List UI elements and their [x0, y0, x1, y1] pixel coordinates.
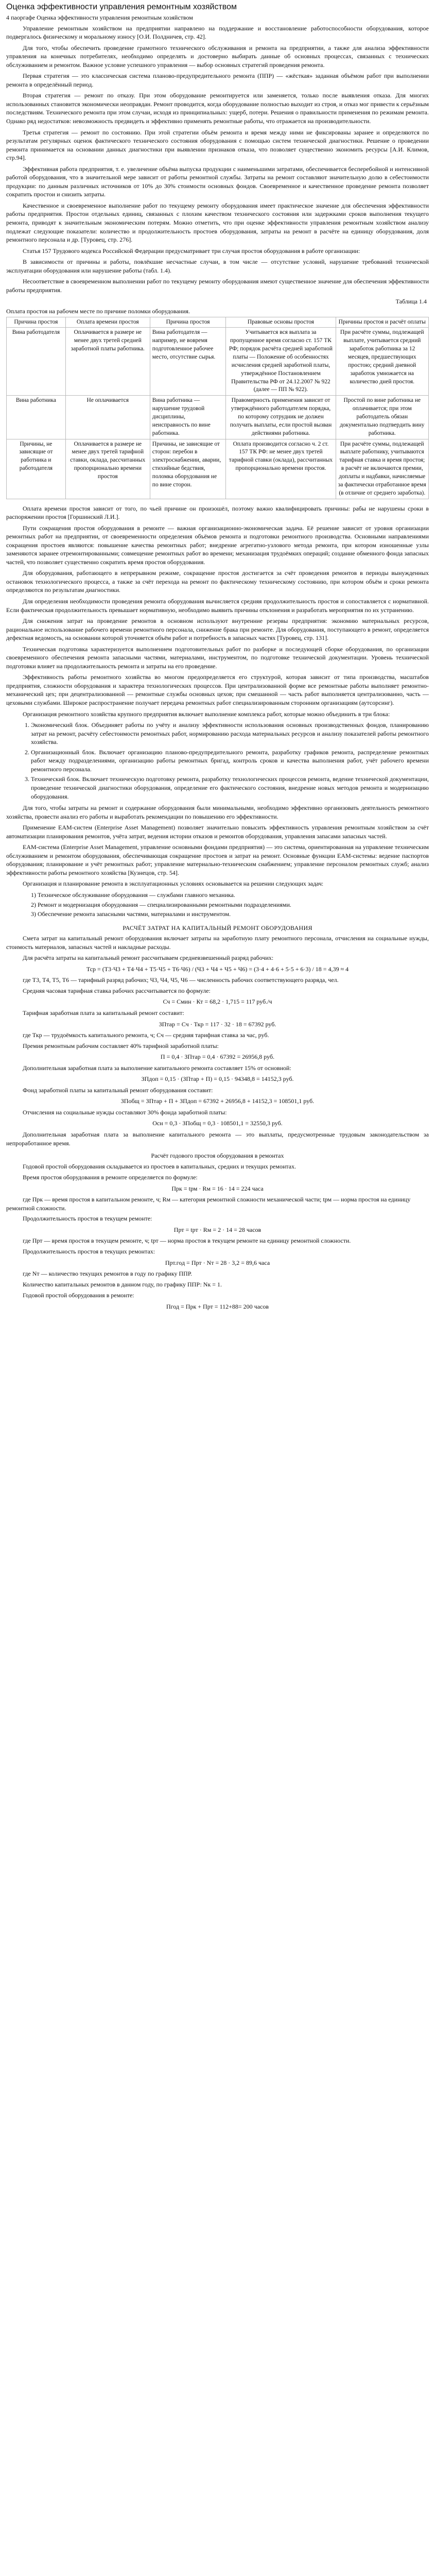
list-item: 3) Обеспечение ремонта запасными частями, материалами и инструментом. [31, 910, 231, 918]
formula: П = 0,4 · ЗПтар = 0,4 · 67392 = 26956,8 руб. [160, 1053, 275, 1061]
paragraph: Статья 157 Трудового кодекса Российской Федерации предусматривает три случая простоя оборудования в работе организации: [23, 247, 360, 255]
paragraph: Продолжительность простоя в текущих ремонтах: [23, 1248, 155, 1256]
paragraph: Несоответствие в своевременном выполнении работ по текущему ремонту оборудования имеют существенное значение для обеспечения эффективности работы предприятия. [6, 278, 429, 294]
paragraph: Качественное и своевременное выполнение работ по текущему ремонту оборудования имеет практическое значение для обеспечения эффективности работы предприятия. Простои отдельных единиц, связанных с плохим качеством технического состояния или задержками сроков выполнения текущего ремонта, приводят к значительным экономическим потерям. Можно отметить, что при оценке эффективности управления ремонтным хозяйством анализу подлежат следующие показатели: количество и продолжительность простоев оборудования, затраты на ремонт в расчёте на единицу оборудования, доля ремонтного персонала и др. [Туровец, стр. 276]. [6, 201, 429, 244]
section-heading: РАСЧЁТ ЗАТРАТ НА КАПИТАЛЬНЫЙ РЕМОНТ ОБОРУДОВАНИЯ [123, 924, 312, 931]
paragraph: Продолжительность простоя в текущем ремонте: [23, 1215, 152, 1223]
tasks-list [6, 891, 429, 919]
table-title: Оплата простоя на рабочем месте по причине поломки оборудования. [6, 307, 190, 315]
table-cell: Вина работодателя — например, не вовремя подготовленное рабочее место, отсутствие сырья. [150, 328, 226, 396]
paragraph: Техническая подготовка характеризуется выполнением подготовительных работ по разборке и последующей сборке оборудования, по организации своевременного обеспечения ремонта запасными частями, материалами, инструментом, по подготовке технической документации. Уровень технической подготовки влияет на продолжительность ремонта и затраты на его проведение. [6, 645, 429, 670]
paragraph: Тарифная заработная плата за капитальный ремонт составит: [23, 1009, 184, 1016]
paragraph: Дополнительная заработная плата за выполнение капитального ремонта составляет 15% от основной: [23, 1064, 291, 1072]
table-row [7, 328, 429, 396]
list-item: 2) Ремонт и модернизация оборудования — специализированными ремонтными подразделениями. [31, 901, 291, 908]
table-caption: Таблица 1.4 [395, 298, 427, 306]
paragraph: Время простоя оборудования в ремонте определяется по формуле: [23, 1174, 198, 1181]
table-cell: Учитывается вся выплата за пропущенное время согласно ст. 157 ТК РФ; порядок расчёта средней заработной платы — Положение об особенностях исчисления средней заработной платы, утверждённое Постановлением Правительства РФ от 24.12.2007 № 922 (далее — ПП № 922). [226, 328, 336, 396]
table-cell: Правомерность применения зависит от утверждённого работодателем порядка, по которому сотрудник не должен получать выплаты, если простой вызван действиями работника. [226, 396, 336, 439]
paragraph: Организация и планирование ремонта в эксплуатационных условиях основывается на решении следующих задач: [23, 880, 324, 888]
formula: ЗПтар = Сч · Ткр = 117 · 32 · 18 = 67392 руб. [159, 1020, 276, 1028]
table-header-cell: Правовые основы простоя [226, 317, 336, 328]
table-cell: Простой по вине работника не оплачивается; при этом работодатель обязан документально подтвердить вину работника. [336, 396, 428, 439]
paragraph: Годовой простой оборудования складывается из простоев в капитальных, средних и текущих ремонтах. [23, 1162, 297, 1170]
table-header-cell: Оплата времени простоя [65, 317, 150, 328]
paragraph: Для определения необходимости проведения ремонта оборудования вычисляется средняя продолжительность простоя и сопоставляется с нормативной. Если фактическая продолжительность превышает нормативную, необходимо выявить причины отклонения и разработать мероприятия по их устранению. [6, 598, 429, 614]
table-cell: При расчёте суммы, подлежащей выплате работнику, учитываются тарифная ставка и время простоя; в расчёт не включаются премии, доплаты и надбавки, начисляемые за фактически отработанное время (в отличие от среднего заработка). [336, 439, 428, 499]
list-item: 2. Организационный блок. Включает организацию планово-предупредительного ремонта, разработку графиков ремонта, распределение ремонтных работ между подразделениями, организацию работы ремонтных бригад, контроль сроков и качества выполнения работ, учёт рабочего времени ремонтного персонала. [31, 748, 429, 774]
formula-legend: где Прк — время простоя в капитальном ремонте, ч; Rм — категория ремонтной сложности механической части; tрм — норма простоя на единицу ремонтной сложности. [6, 1196, 411, 1212]
table-row [7, 396, 429, 439]
table-header-cell: Причины простоя и расчёт оплаты [336, 317, 428, 328]
table-cell: Вина работника — нарушение трудовой дисциплины, неисправность по вине работника. [150, 396, 226, 439]
paragraph: Первая стратегия — это классическая система планово-предупредительного ремонта (ППР) — «жёсткая» заданная объёмом работ при выполнении ремонта в определённый период. [6, 72, 429, 88]
table-cell: Причины, не зависящие от работника и работодателя [7, 439, 66, 499]
formula: Сч = Смин · Кт = 68,2 · 1,715 = 117 руб./ч [163, 998, 272, 1006]
table-cell: При расчёте суммы, подлежащей выплате, учитывается средний заработок работника за 12 месяцев, предшествующих простою; средний дневной заработок умножается на количество дней простоя. [336, 328, 428, 396]
paragraph: Смета затрат на капитальный ремонт оборудования включает затраты на заработную плату ремонтного персонала, отчисления на социальные нужды, стоимость материалов, запасных частей и накладные расходы. [6, 935, 429, 951]
list-item: 1. Экономический блок. Объединяет работы по учёту и анализу эффективности использования основных производственных фондов, планированию затрат на ремонт, расчёту себестоимости ремонтных работ, нормированию расхода материальных ресурсов и анализу показателей работы ремонтного хозяйства. [31, 721, 429, 747]
paragraph: Организация ремонтного хозяйства крупного предприятия включает выполнение комплекса работ, которые можно объединить в три блока: [23, 710, 390, 718]
paragraph: Премия ремонтным рабочим составляет 40% тарифной заработной платы: [23, 1042, 219, 1049]
table-cell: Оплачивается в размере не менее двух третей средней заработной платы работника. [65, 328, 150, 396]
paragraph: Для того, чтобы обеспечить проведение грамотного технического обслуживания и ремонта на предприятии, а также для анализа эффективности управления на конечных потребителях, необходимо определять и достоверно выбирать данные об основных процессах, связанных с технических обслуживанием и ремонтом. Важное условие успешного управления — выбор основных стратегий проведения ремонта. [6, 44, 429, 69]
paragraph: Дополнительная заработная плата за выполнение капитального ремонта — это выплаты, предусмотренные трудовым законодательством за непроработанное время. [6, 1131, 429, 1147]
paragraph: Пути сокращения простоя оборудования в ремонте — важная организационно-экономическая задача. Её решение зависит от уровня организации ремонтных работ на предприятии, от своевременности определения объёмов ремонта и подготовки ремонтного производства. Основными направлениями сокращения простоев являются: повышение качества ремонтных работ; внедрение агрегатно-узлового метода ремонта, при котором изношенные узлы заменяются заранее отремонтированными; совмещение ремонтных работ во времени; механизация трудоёмких операций; создание обменного фонда запасных частей, что позволяет существенно сократить время простоя оборудования. [6, 524, 429, 566]
section-heading: Расчёт годового простоя оборудования в ремонтах [151, 1152, 284, 1160]
downtime-payment-table [6, 317, 429, 499]
paragraph: Для оборудования, работающего в непрерывном режиме, сокращение простоя достигается за счёт проведения ремонтов в периоды вынужденных остановок технологического процесса, а также за счёт перехода на ремонт по фактическому техническому состоянию, при котором объём и сроки ремонта определяются по результатам диагностики. [6, 569, 429, 594]
table-cell: Оплачивается в размере не менее двух третей тарифной ставки, оклада, рассчитанных пропорционально времени простоя [65, 439, 150, 499]
formula: Тср = (Т3·Ч3 + Т4·Ч4 + Т5·Ч5 + Т6·Ч6) / (Ч3 + Ч4 + Ч5 + Ч6) = (3·4 + 4·6 + 5·5 + 6·3) / 18 = 4,39 ≈ 4 [86, 965, 349, 973]
table-cell: Оплата производится согласно ч. 2 ст. 157 ТК РФ: не менее двух третей тарифной ставки (оклада), рассчитанных пропорционально времени простоя. [226, 439, 336, 499]
table-cell: Причины, не зависящие от сторон: перебои в электроснабжении, аварии, стихийные бедствия, поломка оборудования не по вине сторон. [150, 439, 226, 499]
paragraph: Фонд заработной платы за капитальный ремонт оборудования составит: [23, 1086, 213, 1094]
formula: Прк = tрм · Rм = 16 · 14 = 224 часа [171, 1184, 264, 1192]
table-cell: Вина работника [7, 396, 66, 439]
paragraph: Средняя часовая тарифная ставка рабочих рассчитывается по формуле: [23, 987, 211, 994]
table-row [7, 439, 429, 499]
table-header-cell: Причина простоя [7, 317, 66, 328]
formula: Пгод = Прк + Прт = 112+88= 200 часов [166, 1302, 269, 1310]
formula: Прт.год = Прт · Nт = 28 · 3,2 = 89,6 часа [165, 1259, 270, 1266]
formula: ЗПобщ = ЗПтар + П + ЗПдоп = 67392 + 26956,8 + 14152,3 = 108501,1 руб. [120, 1097, 315, 1105]
formula: Прт = tрт · Rм = 2 · 14 = 28 часов [173, 1226, 261, 1233]
formula-legend: где Ткр — трудоёмкость капитального ремонта, ч; Сч — средняя тарифная ставка за час, руб. [23, 1031, 269, 1039]
paragraph: В зависимости от причины и работы, повлёкшие несчастные случаи, в том числе — отсутствие условий, нарушение требований технической эксплуатации оборудования или нарушение работы (табл. 1.4). [6, 258, 429, 274]
formula-legend: где Прт — время простоя в текущем ремонте, ч; tрт — норма простоя в текущем ремонте на единицу ремонтной сложности. [23, 1237, 351, 1245]
paragraph: Эффективность работы ремонтного хозяйства во многом предопределяется его структурой, которая зависит от типа производства, масштабов предприятия, сложности оборудования и характера технологических процессов. При централизованной форме все ремонтные работы выполняет ремонтно-механический цех; при децентрализованной — ремонтные службы основных цехов; при смешанной — часть работ выполняется централизованно, часть — цеховыми службами. Широкое распространение получает передача ремонтных работ специализированным сторонним организациям (аутсорсинг). [6, 673, 429, 707]
formula: ЗПдоп = 0,15 · (ЗПтар + П) = 0,15 · 94348,8 = 14152,3 руб. [141, 1075, 294, 1083]
function-blocks-list [6, 721, 429, 801]
paragraph: Управление ремонтным хозяйством на предприятии направлено на поддержание и восстановление работоспособности оборудования, которое подвергалось физическому и моральному износу [О.И. Полдничев, стр. 42]. [6, 24, 429, 41]
formula: Осн = 0,3 · ЗПобщ = 0,3 · 108501,1 = 32550,3 руб. [152, 1120, 283, 1127]
formula-legend: где Nт — количество текущих ремонтов в году по графику ППР. [23, 1270, 193, 1278]
paragraph: Вторая стратегия — ремонт по отказу. При этом оборудование ремонтируется или заменяется, только после выявления отказа. Для многих использованных становится экономически неоправдан. Ремонт проводится, когда оборудование полностью выходит из строя, и отказ мог привести к серьёзным последствиям. Технического ремонта при этом случаи, исходя из принципиальных: ущерб, потери. Решения о правильности применения по режимам ремонта. Однако ряд недостатков: невозможность предвидеть и эффективно применять ремонтные работы, что отражается на производительности. [6, 92, 429, 125]
paragraph: Годовой простой оборудования в ремонте: [23, 1292, 134, 1299]
list-item: 1) Техническое обслуживание оборудования — службами главного механика. [31, 891, 235, 899]
paragraph: Третья стратегия — ремонт по состоянию. При этой стратегии объём ремонта и время между ними не фиксированы заранее и определяются по результатам регулярных оценок фактического технического состояния оборудования с помощью систем технической диагностики. Решение о проведении ремонта принимается на основании данных диагностики при выявлении признаков отказа, что позволяет существенно экономить ресурсы [А.И. Климов, стр.94]. [6, 128, 429, 162]
document-subtitle: 4 паоргафе Оценка эффективности управления ремонтным хозяйством [6, 14, 193, 21]
table-cell: Не оплачивается [65, 396, 150, 439]
paragraph: Для того, чтобы затраты на ремонт и содержание оборудования были минимальными, необходимо эффективно организовать деятельность ремонтного хозяйства, провести анализ его работы и выработать рекомендации по повышению его эффективности. [6, 804, 429, 820]
paragraph: Эффективная работа предприятия, т. е. увеличение объёма выпуска продукции с наименьшими затратами, обеспечивается бесперебойной и интенсивной работой оборудования, что в значительной мере зависит от работы ремонтной службы. Затраты на ремонт составляют значительную долю в себестоимости продукции: по данным различных источников от 10% до 30% стоимости основных фондов. Своевременное и качественное проведение ремонта позволяет сократить простои и снизить затраты. [6, 165, 429, 198]
paragraph: Отчисления на социальные нужды составляют 30% фонда заработной платы: [23, 1108, 227, 1116]
paragraph: Для расчёта затраты на капитальный ремонт рассчитываем средневзвешенный разряд рабочих: [23, 954, 274, 962]
table-cell: Вина работодателя [7, 328, 66, 396]
table-header-cell: Причина простоя [150, 317, 226, 328]
document-title: Оценка эффективности управления ремонтным хозяйством [6, 3, 237, 11]
table-header-row [7, 317, 429, 328]
list-item: 3. Технический блок. Включает техническую подготовку ремонта, разработку технологических процессов ремонта, ведение технической документации, проведение технической диагностики оборудования, определение его фактического состояния, внедрение новых методов ремонта и модернизацию оборудования. [31, 775, 429, 801]
formula-legend: где Т3, Т4, Т5, Т6 — тарифный разряд рабочих; Ч3, Ч4, Ч5, Ч6 — численность рабочих соответствующего разряда, чел. [23, 976, 339, 984]
paragraph: Оплата времени простоя зависит от того, по чьей причине он произошёл, поэтому важно квалифицировать причины: рабы не нарушены сроки в распоряжении простоя [Горшинский Л.И.]. [6, 504, 429, 521]
paragraph: Количество капитальных ремонтов в данном году, по графику ППР: Nк = 1. [23, 1280, 222, 1288]
paragraph: Для снижения затрат на проведение ремонтов в основном используют внутренние резервы предприятия: экономию материальных ресурсов, рациональное использование рабочего времени ремонтного персонала, снижение брака при ремонте. Для оборудования, поступающего в ремонт, определяется дефектная ведомость, на основании которой уточняется объём работ и потребность в запасных частях [Туровец, стр. 131]. [6, 617, 429, 642]
paragraph: Применение EAM-систем (Enterprise Asset Management) позволяет значительно повысить эффективность управления ремонтным хозяйством за счёт автоматизации планирования ремонтов, учёта затрат, ведения истории отказов и ремонтов оборудования, управления запасами запасных частей. [6, 824, 429, 840]
paragraph: EAM-система (Enterprise Asset Management, управление основными фондами предприятия) — это система, ориентированная на управление техническим обслуживанием и ремонтом оборудования, обеспечивающая сокращение простоев и затрат на ремонт. Основные функции EAM-системы: ведение паспортов оборудования; планирование и учёт ремонтных работ; управление материально-техническим снабжением; управление персоналом ремонтных служб; анализ эффективности работы ремонтного хозяйства [Кузнецов, стр. 54]. [6, 843, 429, 876]
